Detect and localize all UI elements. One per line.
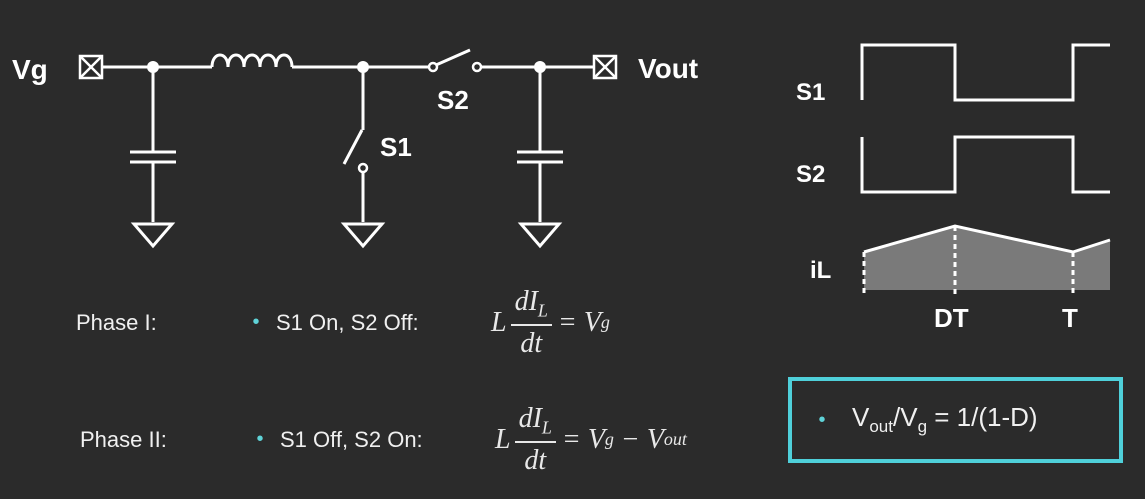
eq-fraction: [515, 403, 556, 477]
eq-rhs-sub: g: [604, 429, 614, 450]
s1-waveform: [862, 45, 1110, 100]
result-rest: = 1/(1-D): [927, 402, 1038, 433]
eq-rhs: = V: [561, 423, 605, 455]
output-capacitor: [517, 67, 563, 222]
eq-rhs-sub: g: [600, 312, 610, 333]
result-v2-sub: g: [917, 417, 928, 437]
eq-numerator-sub: L: [537, 300, 548, 321]
switch-s1: [344, 67, 367, 222]
ground-icon: [344, 224, 382, 246]
eq-numerator: dI: [514, 286, 538, 317]
eq-denominator: dt: [520, 327, 543, 359]
inductor: [212, 55, 292, 67]
phase-1-label: Phase I:: [76, 309, 157, 335]
timing-waveforms: [796, 45, 1110, 333]
eq-rhs: = V: [557, 306, 601, 338]
input-capacitor: [130, 67, 176, 222]
eq-denominator: dt: [524, 444, 547, 476]
input-label: Vg: [12, 54, 48, 85]
dt-label: DT: [934, 303, 969, 333]
result-box: [788, 377, 1123, 463]
eq-fraction: [511, 286, 552, 360]
phase-1-condition: S1 On, S2 Off:: [276, 309, 419, 335]
phase-2-condition: S1 Off, S2 On:: [280, 426, 423, 452]
circuit-schematic: [12, 50, 698, 246]
bullet-icon: •: [252, 311, 260, 334]
eq-tail-sub: out: [663, 429, 687, 450]
eq-tail: − V: [613, 423, 664, 455]
s2-waveform-label: S2: [796, 161, 826, 188]
bullet-icon: •: [256, 428, 264, 451]
result-v1-sub: out: [869, 417, 893, 437]
eq-numerator: dI: [518, 403, 542, 434]
switch1-label: S1: [380, 132, 412, 162]
s2-waveform: [862, 137, 1110, 192]
phase-1-row: [76, 286, 610, 360]
phase-2-equation: [495, 403, 687, 477]
phase-2-row: [80, 403, 687, 477]
bullet-icon: •: [818, 408, 826, 431]
il-waveform-label: iL: [810, 257, 832, 284]
ground-icon: [521, 224, 559, 246]
output-terminal: [594, 56, 616, 78]
phase-1-equation: [491, 286, 610, 360]
result-formula: [852, 402, 1038, 437]
switch-s2: [429, 50, 594, 71]
output-label: Vout: [638, 53, 699, 84]
ground-icon: [134, 224, 172, 246]
input-terminal: [80, 56, 102, 78]
eq-inductance: L: [495, 423, 511, 455]
eq-inductance: L: [491, 306, 507, 338]
eq-numerator-sub: L: [541, 417, 552, 438]
switch2-label: S2: [437, 85, 469, 115]
t-label: T: [1062, 303, 1078, 333]
s1-waveform-label: S1: [796, 79, 826, 106]
result-v1: V: [852, 402, 870, 433]
phase-2-label: Phase II:: [80, 426, 167, 452]
result-slash: /V: [892, 402, 918, 433]
